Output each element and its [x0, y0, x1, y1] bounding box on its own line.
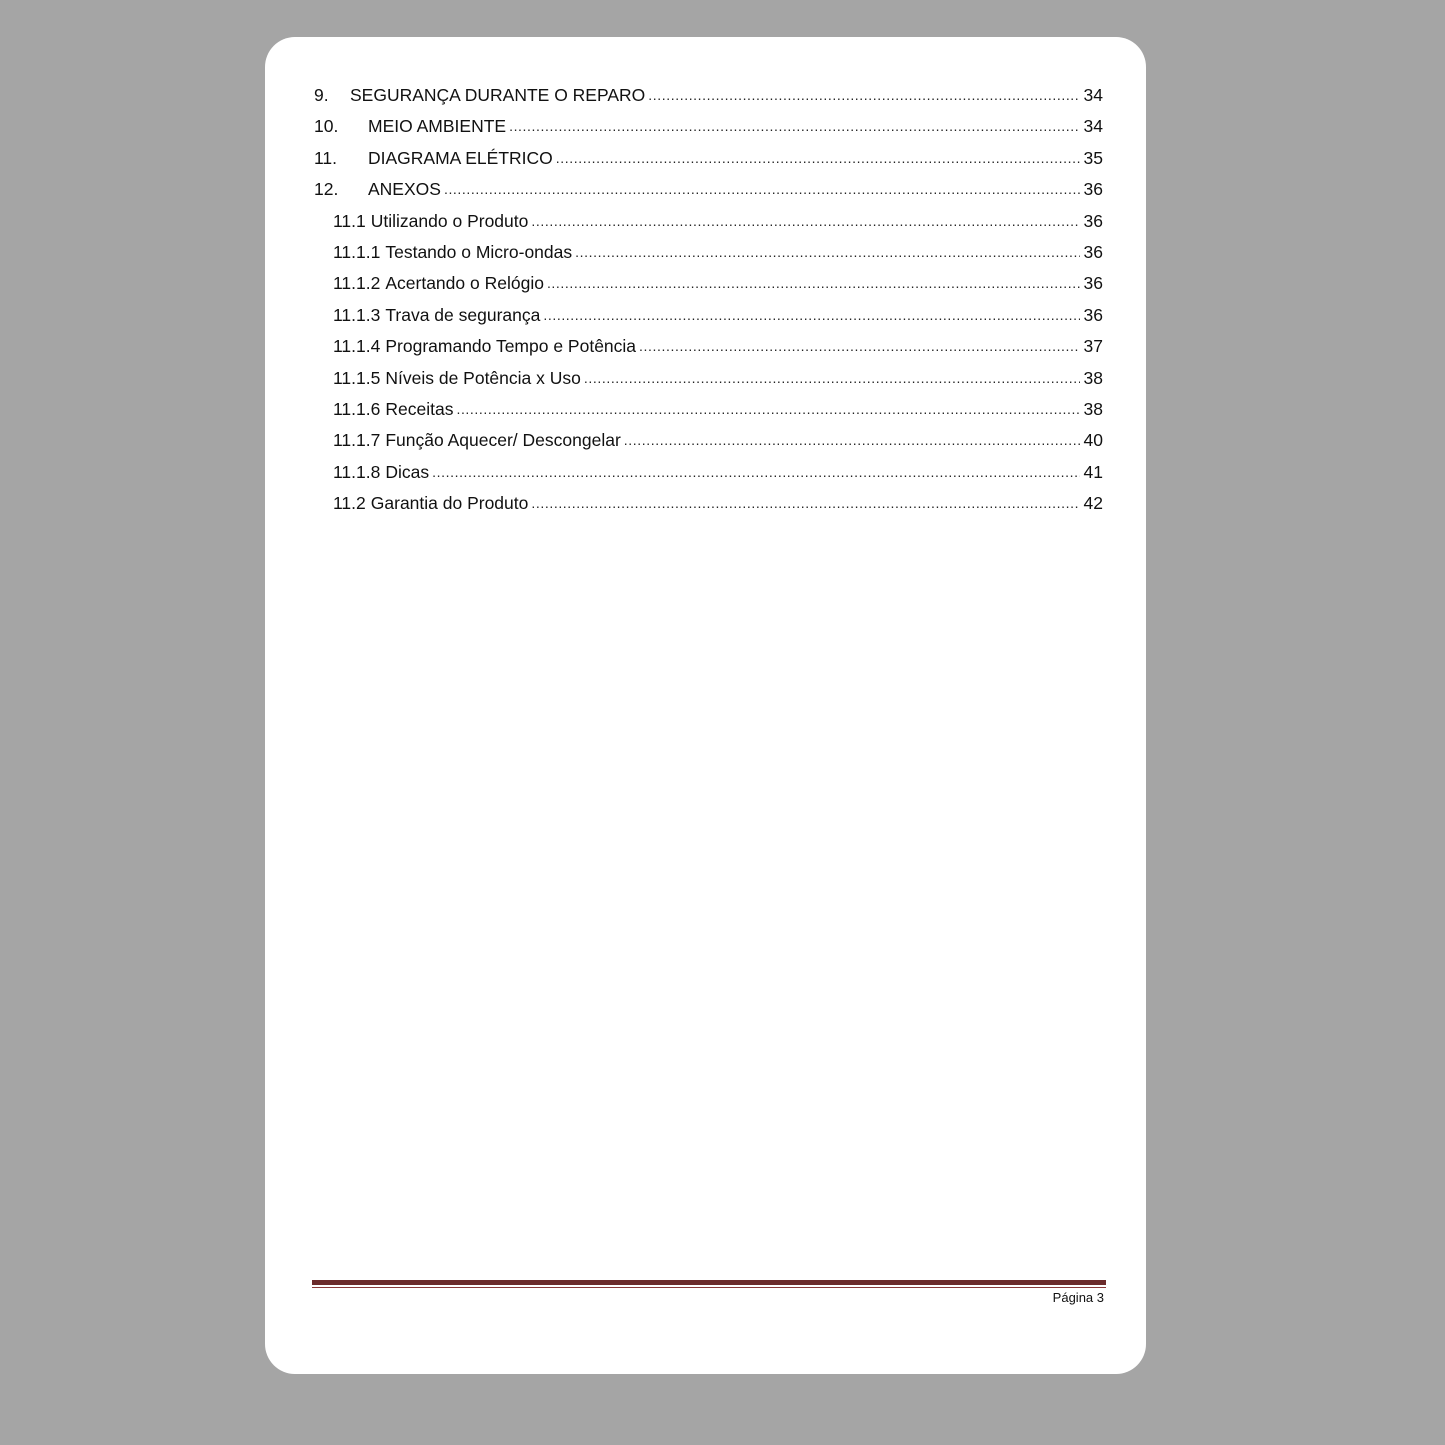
toc-entry-title: ANEXOS	[368, 179, 441, 200]
toc-entry-number: 11.1.7	[333, 430, 381, 451]
dot-leader	[444, 178, 1080, 199]
toc-entry-number: 11.1.1	[333, 241, 381, 262]
dot-leader	[531, 492, 1079, 513]
toc-entry-title: Garantia do Produto	[370, 493, 529, 514]
toc-entry[interactable]	[314, 399, 1103, 430]
toc-entry-number: 11.1.8	[333, 461, 381, 482]
dot-leader	[648, 84, 1079, 105]
toc-entry[interactable]	[314, 242, 1103, 273]
toc-entry-page: 38	[1083, 367, 1103, 388]
toc-entry[interactable]	[314, 430, 1103, 461]
toc-entry[interactable]	[314, 368, 1103, 399]
footer-rule-thin	[312, 1287, 1106, 1288]
toc-entry-title: Programando Tempo e Potência	[385, 336, 637, 357]
toc-entry-title: Função Aquecer/ Descongelar	[385, 430, 621, 451]
toc-entry[interactable]	[314, 211, 1103, 242]
toc-entry[interactable]	[314, 116, 1103, 147]
toc-entry-page: 41	[1083, 461, 1103, 482]
toc-entry-page: 36	[1083, 273, 1103, 294]
toc-entry-title: Dicas	[385, 461, 430, 482]
toc-entry-page: 40	[1083, 430, 1103, 451]
toc-entry-title: SEGURANÇA DURANTE O REPARO	[350, 85, 646, 105]
toc-entry-title: MEIO AMBIENTE	[368, 116, 507, 137]
toc-entry-page: 37	[1083, 336, 1103, 357]
toc-entry-number: 12.	[314, 179, 339, 200]
toc-entry-number: 11.	[314, 147, 338, 168]
dot-leader	[624, 429, 1080, 450]
toc-entry[interactable]	[314, 336, 1103, 367]
toc-entry-number: 10.	[314, 116, 339, 137]
toc-entry[interactable]	[314, 493, 1103, 524]
toc-entry-number: 11.1.6	[333, 398, 381, 419]
toc-entry[interactable]	[314, 85, 1103, 116]
toc-entry-page: 35	[1083, 147, 1103, 168]
dot-leader	[432, 461, 1079, 482]
dot-leader	[575, 241, 1079, 262]
toc-entry[interactable]	[314, 148, 1103, 179]
toc-entry-title: Receitas	[385, 398, 454, 419]
dot-leader	[509, 115, 1079, 136]
toc-entry-page: 38	[1083, 398, 1103, 419]
dot-leader	[584, 367, 1080, 388]
toc-entry-number: 11.1.3	[333, 304, 381, 325]
toc-entry-number: 11.1.5	[333, 367, 381, 388]
toc-entry-number: 9.	[314, 85, 329, 105]
toc-entry-page: 36	[1083, 179, 1103, 200]
toc-entry-page: 36	[1083, 210, 1103, 231]
toc-entry-title: Trava de segurança	[385, 304, 541, 325]
dot-leader	[543, 304, 1079, 325]
footer-rule	[312, 1280, 1106, 1285]
dot-leader	[556, 147, 1080, 168]
toc-entry-number: 11.1.4	[333, 336, 381, 357]
dot-leader	[547, 272, 1080, 293]
toc-entry-title: DIAGRAMA ELÉTRICO	[368, 147, 553, 168]
toc-entry-number: 11.1.2	[333, 273, 381, 294]
dot-leader	[639, 335, 1080, 356]
table-of-contents	[314, 85, 1103, 524]
toc-entry-page: 36	[1083, 241, 1103, 262]
toc-entry[interactable]	[314, 462, 1103, 493]
toc-entry[interactable]	[314, 179, 1103, 210]
toc-entry-page: 34	[1083, 116, 1103, 137]
toc-entry-page: 42	[1083, 493, 1103, 514]
toc-entry[interactable]	[314, 305, 1103, 336]
document-page	[265, 37, 1146, 1374]
toc-entry-number: 11.2	[333, 493, 366, 514]
dot-leader	[456, 398, 1079, 419]
toc-entry-title: Níveis de Potência x Uso	[385, 367, 581, 388]
toc-entry-title: Testando o Micro-ondas	[385, 241, 573, 262]
dot-leader	[531, 210, 1079, 231]
toc-entry-title: Utilizando o Produto	[370, 210, 529, 231]
toc-entry-page: 34	[1083, 85, 1103, 105]
toc-entry-number: 11.1	[333, 210, 366, 231]
page-number: Página 3	[1052, 1290, 1104, 1305]
toc-entry[interactable]	[314, 273, 1103, 304]
toc-entry-page: 36	[1083, 304, 1103, 325]
toc-entry-title: Acertando o Relógio	[385, 273, 544, 294]
